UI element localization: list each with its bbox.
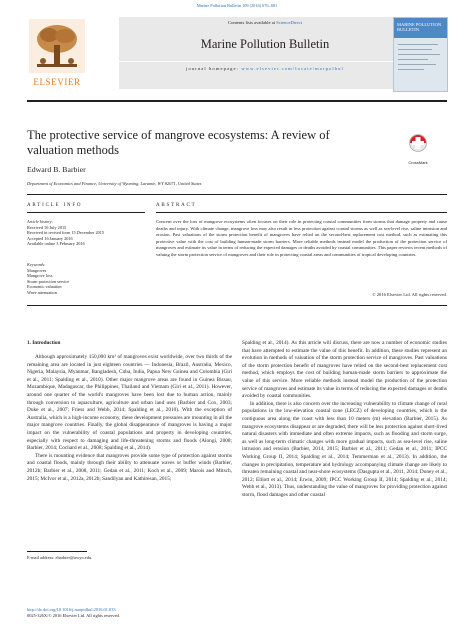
cover-line (398, 69, 424, 70)
sciencedirect-link[interactable]: ScienceDirect (276, 20, 302, 25)
left-column (27, 340, 232, 483)
doi-block (27, 607, 120, 619)
history-item: Received in revised form 15 December 2015 (27, 230, 105, 236)
keyword: Wave attenuation (27, 289, 57, 295)
history-item: Available online 3 February 2016 (27, 241, 85, 247)
body-paragraph: In addition, there is also concern over the increasing vulnerability to climate change of rural populations in the low-elevation coastal zone (LECZ) of developing countries, which is the contiguous area along the coast with less than 10 meters (m) elevation (Barbier, 2015). As mangrove ecosystems disappear or are degraded, there will be less protection against short-lived natural disasters with immediate and often extreme impacts, such as flooding and storm surge, as well as long-term climatic changes with more gradual impacts, such as sea-level rise, saline intrusion and erosion (Barbier, 2014, 2015; Barbier et al., 2011; Gedan et al., 2011; IPCC Working Group II, 2014; Spalding et al., 2014; Temmerman et al., 2013). In addition, the changes in precipitation, temperature and hydrology accompanying climate change are likely to threaten remaining coastal and near-shore ecosystems (Dasgupta et al., 2011, 2014; Doney et al., 2012; Elliott et al., 2014; Erwin, 2009; IPCC Working Group II, 2014; Spalding et al., 2014; Webb et al., 2013). Thus, understanding the value of mangroves for providing protection against storm, flood damages and other coastal (242, 400, 447, 498)
crossmark-badge[interactable] (398, 133, 438, 163)
doi-link[interactable]: http://dx.doi.org/10.1016/j.marpolbul.2016.01.033 (27, 607, 116, 612)
abstract-bottom-rule (27, 305, 447, 306)
footnote-rule (27, 551, 87, 552)
history-item: Accepted 16 January 2016 (27, 235, 73, 241)
keyword: Mangroves (27, 267, 47, 273)
journal-title: Marine Pollution Bulletin (200, 37, 330, 51)
cover-line (398, 59, 428, 60)
header-rule (27, 100, 447, 102)
article-info-heading: ARTICLE INFO (27, 203, 83, 208)
homepage-link[interactable]: www.elsevier.com/locate/marpolbul (241, 66, 344, 71)
article-title: The protective service of mangrove ecosystems: A review of valuation methods (27, 128, 330, 157)
author-name[interactable]: Edward B. Barbier (27, 165, 86, 174)
cover-title: MARINE POLLUTION BULLETIN (397, 22, 442, 32)
issn-line: 0025-326X/© 2016 Elsevier Ltd. All rights reserved. (27, 613, 120, 618)
section-heading-introduction: 1. Introduction (27, 340, 61, 346)
author-email-footnote[interactable]: E-mail address: ebarbier@uwyo.edu. (27, 555, 93, 560)
journal-cover-thumbnail[interactable] (393, 17, 448, 92)
homepage-line (119, 66, 411, 71)
journal-header-box (119, 17, 411, 89)
keyword: Economic valuation (27, 284, 62, 290)
journal-citation[interactable]: Marine Pollution Bulletin 109 (2016) 676–681 (196, 3, 278, 8)
journal-banner (27, 17, 447, 97)
keywords-label: Keywords: (27, 262, 46, 267)
article-history (27, 219, 147, 247)
section-rule (27, 194, 447, 195)
body-paragraph: Spalding et al., 2014). As this article will discuss, there are now a number of economic studies that have attempted to estimate the value of this benefit. In addition, these studies represent an evolution in methods of valuation of the storm protection service of mangroves. Past valuations of the storm protection benefit of mangroves have relied on the second-best replacement cost method, which employs the cost of building human-made storm barriers to approximate the value of this service. More reliable methods instead model the production of the protection service of mangroves and estimate its value in terms of reducing the expected damages or deaths avoided by coastal communities. (242, 340, 447, 400)
abstract-copyright: © 2016 Elsevier Ltd. All rights reserved. (372, 292, 447, 297)
cover-line (398, 54, 440, 55)
keywords-list (27, 262, 147, 296)
homepage-prefix: journal homepage: (186, 66, 242, 71)
body-paragraph: There is mounting evidence that mangroves provide some type of protection against storms and coastal floods, mainly through their ability to attenuate waves or buffer winds (Barbier, 2012b; Barbier et al., 2008, 2011; Gedan et al., 2011; Koch et al., 2009; Marois and Mitsch, 2015; McIvor et al., 2012a, 2012b; Sandilyan and Kathiresan, 2015; (27, 452, 232, 482)
cover-line (398, 49, 432, 50)
crossmark-icon (398, 133, 438, 155)
article-info-rule (27, 212, 145, 213)
abstract-rule (156, 212, 447, 213)
header-divider (119, 61, 411, 62)
abstract-text: Concern over the loss of mangrove ecosystems often focuses on their role in protecting coastal communities from storms that damage property and cause deaths and injury. With climate change, mangrove loss may also result in less protection against coastal storms as well as sea-level rise, saline intrusion and erosion. Past valuations of the storm protection benefit of mangroves have relied on the second-best replacement cost method, such as estimating this protective value with the cost of building human-made storm barriers. More reliable methods instead model the production of the protection service of mangroves and estimate its value in terms of reducing the expected damages or deaths avoided by coastal communities. This paper reviews recent methods of valuing the storm protection service of mangroves and their role in protecting coastal areas and communities of tropical developing countries. (156, 219, 447, 257)
history-item: Received 16 July 2015 (27, 224, 67, 230)
elsevier-wordmark: ELSEVIER (33, 77, 81, 87)
right-column (242, 340, 447, 499)
crossmark-label: CrossMark (408, 160, 428, 165)
contents-prefix: Contents lists available at (228, 20, 277, 25)
keyword: Storm protection service (27, 278, 70, 284)
author-affiliation: Department of Economics and Finance, University of Wyoming, Laramie, WY 82071, United States (27, 181, 202, 186)
contents-line (119, 20, 411, 25)
history-label: Article history: (27, 219, 54, 224)
keyword: Mangrove loss (27, 273, 53, 279)
abstract-heading: ABSTRACT (156, 203, 197, 208)
cover-line (398, 64, 436, 65)
body-paragraph: Although approximately 150,000 km² of mangroves exist worldwide, over two thirds of the remaining area are located in just eighteen countries — Indonesia, Brazil, Australia, Mexico, Nigeria, Malaysia, Myanmar, Bangladesh, Cuba, India, Papua New Guinea and Colombia (Giri et al., 2011; Spalding et al., 2010). Other major mangrove areas are found in Guinea Bissau, Mozambique, Madagascar, the Philippines, Thailand and Vietnam (Giri et al., 2011). However, around one quarter of the world's mangroves have been lost due to human action, mainly through conversion to aquaculture, agriculture and urban land uses (Barbier and Cox, 2003; Duke et al., 2007; Friess and Webb, 2014; Spalding et al., 2010). With the exception of Australia, which is a high-income economy, these development pressures are mounting in all the major mangrove countries. Finally, the global disappearance of mangroves is having a major impact on the vulnerability of coastal populations and property in developing countries, especially with respect to damaging and life-threatening storms and floods (Alongi, 2008; Barbier, 2014; Cochard et al., 2008; Spalding et al., 2014). (27, 354, 232, 452)
cover-line (398, 44, 438, 45)
